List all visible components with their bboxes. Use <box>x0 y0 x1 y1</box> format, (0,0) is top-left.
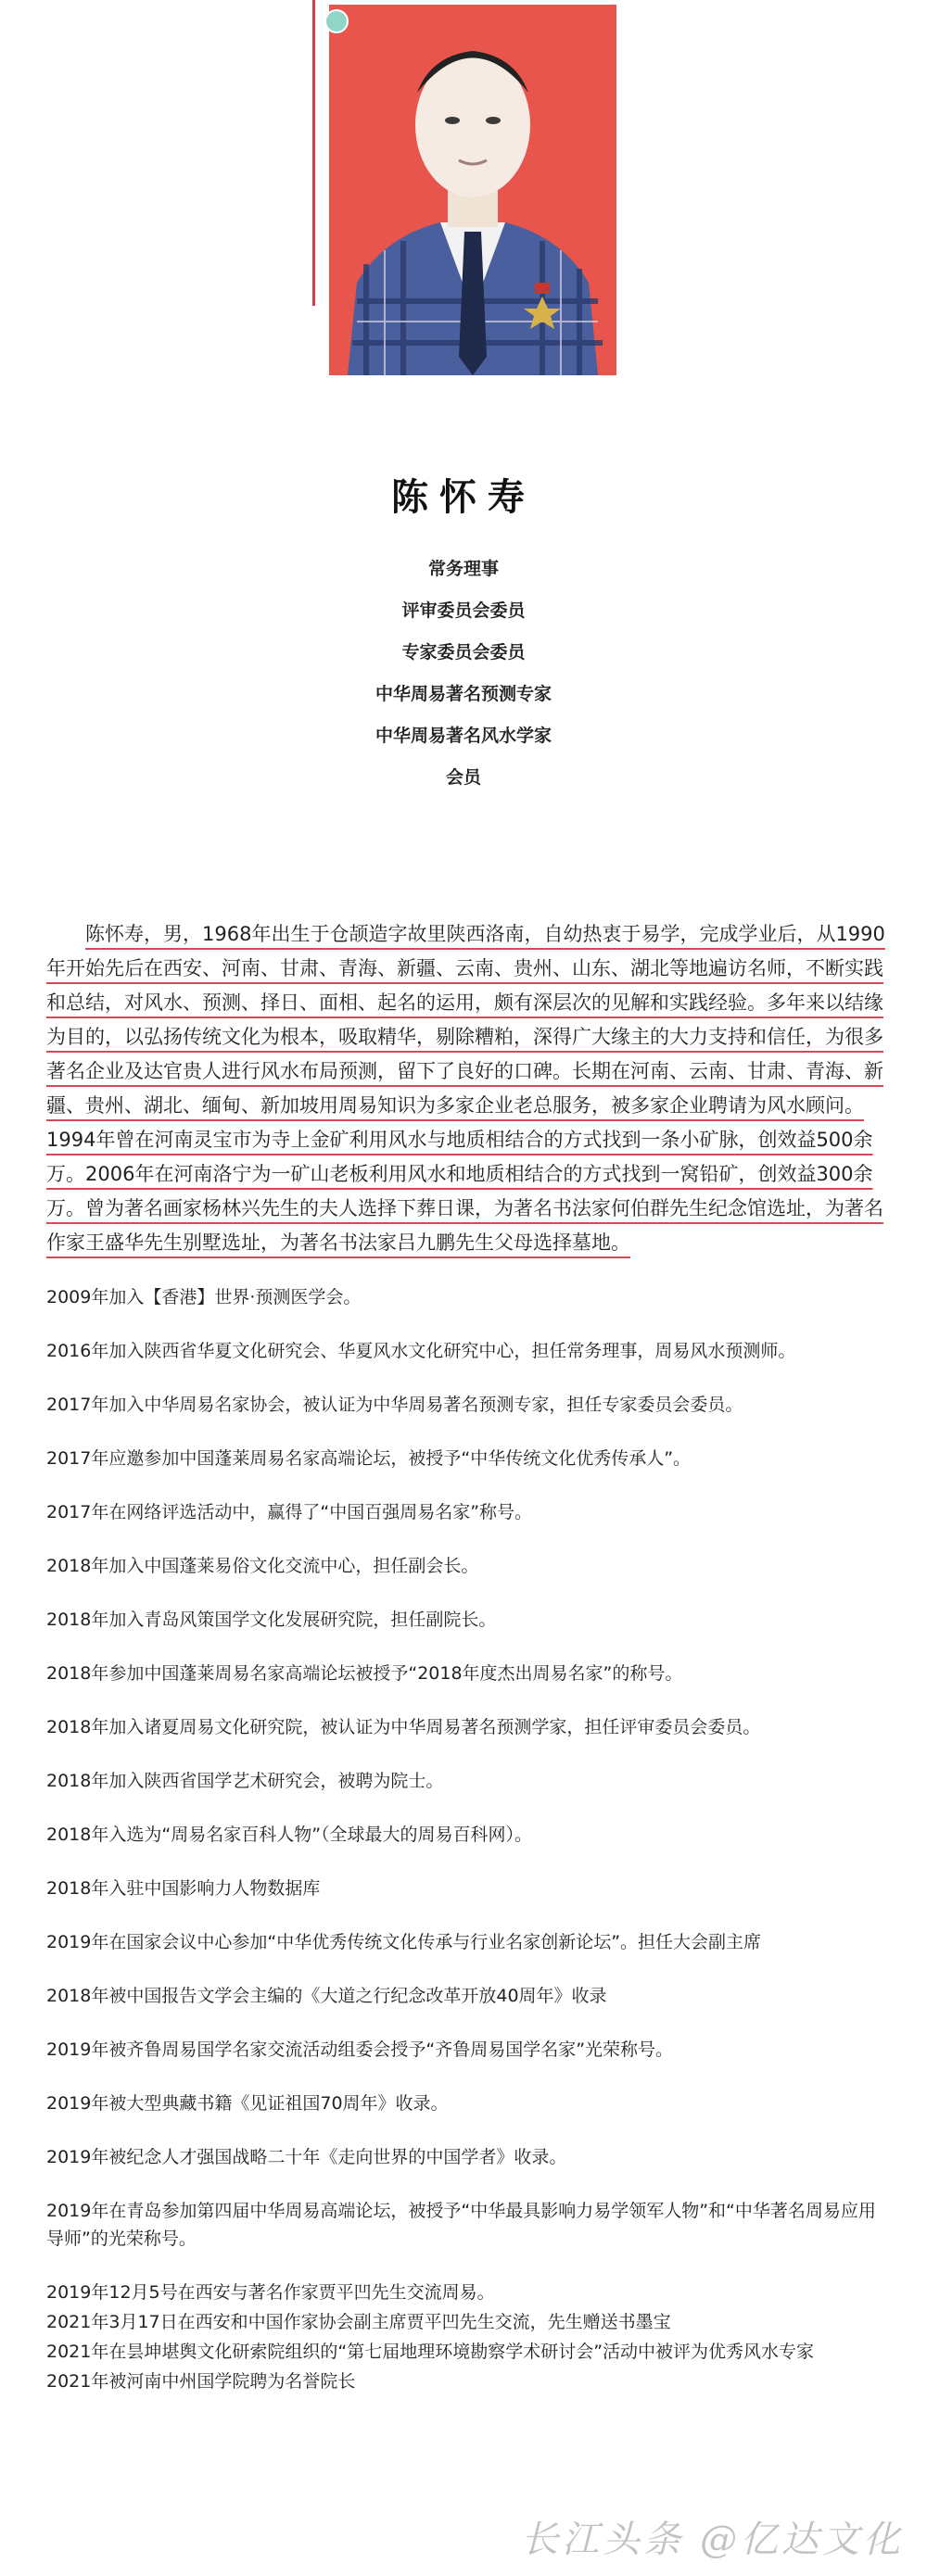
event-item: 2018年参加中国蓬莱周易名家高端论坛被授予“2018年度杰出周易名家”的称号。 <box>46 1663 683 1684</box>
event-item: 2009年加入【香港】世界·预测医学会。 <box>46 1287 362 1307</box>
event-item: 2018年加入陕西省国学艺术研究会，被聘为院士。 <box>46 1771 444 1791</box>
event-item: 2019年被大型典藏书籍《见证祖国70周年》收录。 <box>46 2093 449 2114</box>
event-item: 2018年入选为“周易名家百科人物”（全球最大的周易百科网）。 <box>46 1825 533 1845</box>
event-item: 2017年在网络评选活动中，赢得了“中国百强周易名家”称号。 <box>46 1502 533 1522</box>
event-item: 2021年被河南中州国学院聘为名誉院长 <box>46 2371 356 2392</box>
accent-line <box>312 0 315 306</box>
event-item: 2017年应邀参加中国蓬莱周易名家高端论坛，被授予“中华传统文化优秀传承人”。 <box>46 1448 692 1469</box>
event-item: 2018年入驻中国影响力人物数据库 <box>46 1878 321 1899</box>
biography-text: 陈怀寿，男，1968年出生于仓颉造字故里陕西洛南，自幼热衷于易学，完成学业后，从1990年开始先后在西安、河南、甘肃、青海、新疆、云南、贵州、山东、湖北等地遍访名师，不断实践和总结，对风水、预测、择日、面相、起名的运用，颇有深层次的见解和实践经验。多年来以结缘为目的，以弘扬传统文化为根本，吸取精华，剔除糟粕，深得广大缘主的大力支持和信任，为很多著名企业及达官贵人进行风水布局预测，留下了良好的口碑。长期在河南、云南、甘肃、青海、新疆、贵州、湖北、缅甸、新加坡用周易知识为多家企业老总服务，被多家企业聘请为风水顾问。1994年曾在河南灵宝市为寺上金矿利用风水与地质相结合的方式找到一条小矿脉，创效益500余万。2006年在河南洛宁为一矿山老板利用风水和地质相结合的方式找到一窝铅矿，创效益300余万。曾为著名画家杨林兴先生的夫人选择下葬日课，为著名书法家何伯群先生纪念馆选址，为著名作家王盛华先生别墅选址，为著名书法家吕九鹏先生父母选择墓地。 <box>46 923 885 1254</box>
title-line: 中华周易著名风水学家 <box>375 726 552 746</box>
event-item: 2019年在国家会议中心参加“中华优秀传统文化传承与行业名家创新论坛”。担任大会副主席 <box>46 1932 762 1952</box>
events-list <box>46 1283 890 2397</box>
event-item: 2018年加入诸夏周易文化研究院，被认证为中华周易著名预测学家，担任评审委员会委员。 <box>46 1717 761 1737</box>
event-item: 2021年3月17日在西安和中国作家协会副主席贾平凹先生交流，先生赠送书墨宝 <box>46 2312 671 2332</box>
event-item: 2018年被中国报告文学会主编的《大道之行纪念改革开放40周年》收录 <box>46 1986 607 2006</box>
biography-paragraph <box>46 917 885 1260</box>
profile-titles <box>0 549 927 799</box>
event-item: 2016年加入陕西省华夏文化研究会、华夏风水文化研究中心，担任常务理事，周易风水预测师。 <box>46 1341 796 1361</box>
photo-badge-icon <box>324 9 349 33</box>
event-item: 2019年被齐鲁周易国学名家交流活动组委会授予“齐鲁周易国学名家”光荣称号。 <box>46 2039 674 2060</box>
title-line: 中华周易著名预测专家 <box>375 684 552 704</box>
watermark: 长江头条 @亿达文化 <box>521 2519 904 2561</box>
event-item: 2018年加入青岛风策国学文化发展研究院，担任副院长。 <box>46 1610 497 1630</box>
title-line: 常务理事 <box>427 559 499 579</box>
event-item: 2019年被纪念人才强国战略二十年《走向世界的中国学者》收录。 <box>46 2147 567 2167</box>
profile-name: 陈怀寿 <box>391 476 536 519</box>
event-item: 2017年加入中华周易名家协会，被认证为中华周易著名预测专家，担任专家委员会委员。 <box>46 1395 743 1415</box>
event-item: 2021年在昙坤堪舆文化研索院组织的“第七届地理环境勘察学术研讨会”活动中被评为优秀风水专家 <box>46 2342 815 2362</box>
title-line: 评审委员会委员 <box>401 600 526 621</box>
portrait-photo <box>329 5 616 375</box>
title-line: 专家委员会委员 <box>401 642 526 663</box>
portrait-illustration <box>329 5 616 375</box>
event-item: 2018年加入中国蓬莱易俗文化交流中心，担任副会长。 <box>46 1556 479 1576</box>
event-item: 2019年在青岛参加第四届中华周易高端论坛，被授予“中华最具影响力易学领军人物”和“中华著名周易应用导师”的光荣称号。 <box>46 2201 876 2249</box>
title-line: 会员 <box>445 767 481 788</box>
event-item: 2019年12月5号在西安与著名作家贾平凹先生交流周易。 <box>46 2282 495 2303</box>
